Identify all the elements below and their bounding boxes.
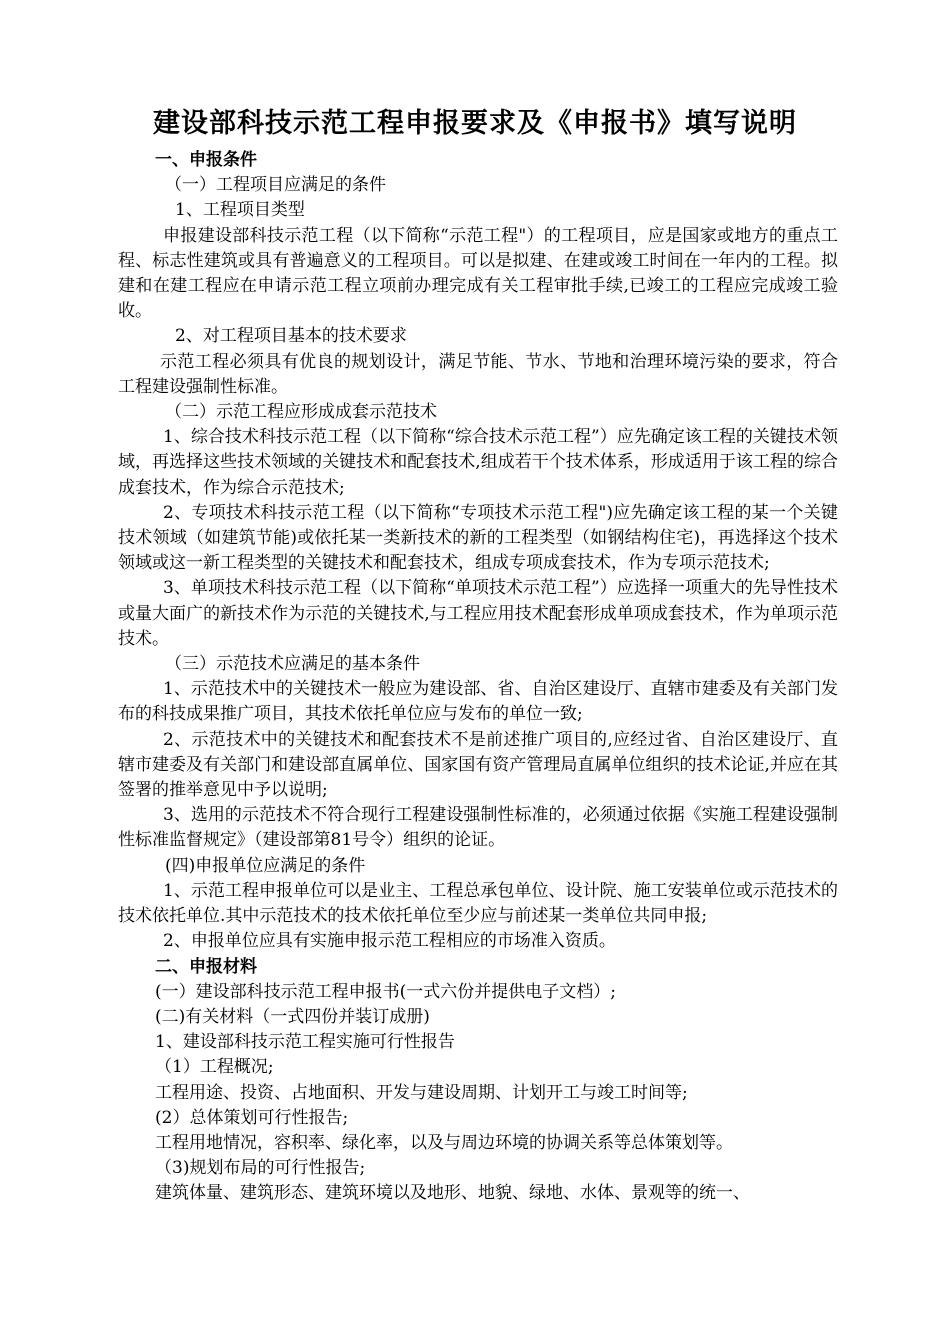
paragraph: 工程用途、投资、占地面积、开发与建设周期、计划开工与竣工时间等;: [155, 1082, 688, 1103]
section-heading: 二、申报材料: [155, 956, 257, 977]
paragraph: 工程用地情况，容积率、绿化率，以及与周边环境的协调关系等总体策划等。: [155, 1132, 733, 1153]
section-heading: 一、申报条件: [155, 150, 257, 170]
paragraph: 1、示范工程申报单位可以是业主、工程总承包单位、设计院、施工安装单位或示范技术的技术依托单位.其中示范技术的技术依托单位至少应与前述某一类单位共同申报;: [118, 880, 838, 927]
paragraph: 1、综合技术科技示范工程（以下简称“综合技术示范工程”）应先确定该工程的关键技术领域，再选择这些技术领域的关键技术和配套技术,组成若干个技术体系，形成适用于该工程的综合成套技术，作为综合示范技术;: [118, 427, 838, 498]
paragraph: (一）建设部科技示范工程申报书(一式六份并提供电子文档）;: [155, 981, 616, 1002]
paragraph: (二)有关材料（一式四份并装订成册): [155, 1006, 430, 1027]
paragraph: 1、工程项目类型: [175, 200, 305, 221]
paragraph: 示范工程必须具有优良的规划设计，满足节能、节水、节地和治理环境污染的要求，符合工程建设强制性标准。: [118, 351, 838, 397]
paragraph: 3、单项技术科技示范工程（以下简称“单项技术示范工程”）应选择一项重大的先导性技术或量大面广的新技术作为示范的关键技术,与工程应用技术配套形成单项成套技术，作为单项示范技术。: [118, 578, 838, 649]
paragraph: 2、专项技术科技示范工程（以下简称“专项技术示范工程")应先确定该工程的某一个关键技术领域（如建筑节能)或依托某一类新技术的新的工程类型（如钢结构住宅)，再选择这个技术领域或这一新工程类型的关键技术和配套技术，组成专项成套技术，作为专项示范技术;: [118, 502, 838, 574]
paragraph: （一）工程项目应满足的条件: [165, 175, 386, 196]
paragraph: 3、选用的示范技术不符合现行工程建设强制性标准的，必须通过依据《实施工程建设强制性标准监督规定》（建设部第81号令）组织的论证。: [118, 805, 838, 851]
paragraph: 1、建设部科技示范工程实施可行性报告: [155, 1032, 455, 1053]
paragraph: 2、申报单位应具有实施申报示范工程相应的市场准入资质。: [163, 931, 616, 952]
paragraph: 1、示范技术中的关键技术一般应为建设部、省、自治区建设厅、直辖市建委及有关部门发布的科技成果推广项目，其技术依托单位应与发布的单位一致;: [118, 679, 838, 725]
paragraph: 申报建设部科技示范工程（以下简称“示范工程"）的工程项目，应是国家或地方的重点工程、标志性建筑或具有普遍意义的工程项目。可以是拟建、在建或竣工时间在一年内的工程。拟建和在建工程应在申请示范工程立项前办理完成有关工程审批手续,已竣工的工程应完成竣工验收。: [118, 225, 838, 322]
paragraph: 2、示范技术中的关键技术和配套技术不是前述推广项目的,应经过省、自治区建设厅、直辖市建委及有关部门和建设部直属单位、国家国有资产管理局直属单位组织的技术论证,并应在其签署的推举意见中予以说明;: [118, 729, 838, 801]
paragraph: (四)申报单位应满足的条件: [165, 855, 366, 876]
paragraph: 建筑体量、建筑形态、建筑环境以及地形、地貌、绿地、水体、景观等的统一、: [155, 1183, 750, 1204]
paragraph: （三）示范技术应满足的基本条件: [165, 654, 420, 675]
paragraph: （1）工程概况;: [155, 1057, 274, 1078]
document-title: 建设部科技示范工程申报要求及《申报书》填写说明: [153, 108, 797, 139]
paragraph: （3)规划布局的可行性报告;: [155, 1158, 366, 1179]
paragraph: 2、对工程项目基本的技术要求: [175, 326, 407, 347]
document-body: [118, 148, 838, 1207]
paragraph: (2）总体策划可行性报告;: [155, 1107, 349, 1128]
paragraph: （二）示范工程应形成成套示范技术: [165, 402, 437, 423]
